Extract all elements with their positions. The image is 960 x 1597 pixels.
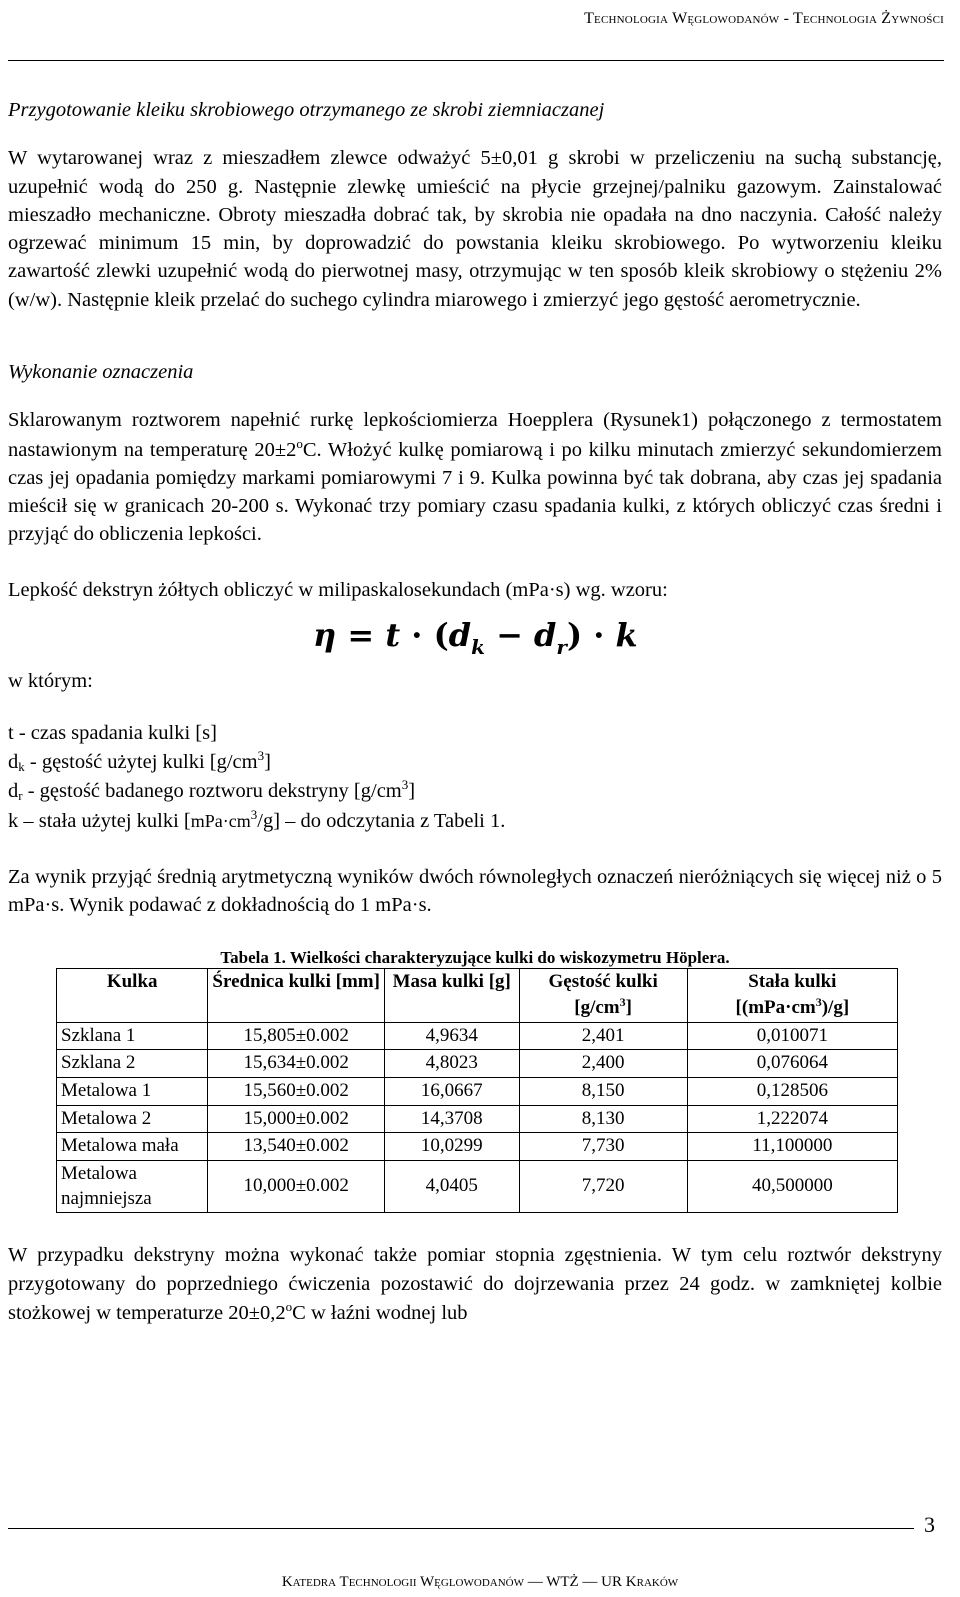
cell-density: 8,130: [519, 1105, 687, 1133]
header-density-end: ]: [625, 996, 632, 1018]
definition-dk: [8, 747, 942, 776]
cell-ball: Metalowa mała: [57, 1133, 208, 1161]
formula-t: t: [385, 615, 401, 654]
formula-dr-sub: r: [556, 634, 567, 659]
cell-ball: Metalowa najmniejsza: [57, 1160, 208, 1212]
closing-text-a: W przypadku dekstryny można wykonać także pomiar stopnia zgęstnienia. W tym celu roztwór dekstryny przygotowany do poprzedniego ćwiczenia pozostawić do dojrzewania przez 24 godz. w zamkniętej kolbie stożkowej w temperaturze 20±0,2: [8, 1244, 942, 1324]
formula-eta: η: [313, 615, 337, 654]
cell-constant: 0,076064: [687, 1050, 897, 1078]
header-density: [519, 969, 687, 1022]
running-footer: Katedra Technologii Węglowodanów — WTŻ — UR Kraków: [281, 1574, 679, 1590]
dk-sub: k: [18, 759, 25, 775]
formula-dr-base: d: [534, 615, 557, 654]
table-row: [57, 1050, 898, 1078]
dk-text: - gęstość użytej kulki [g/cm: [24, 751, 258, 774]
dr-sub: r: [18, 788, 23, 804]
k-unit-end: /g]: [257, 809, 281, 832]
header-constant: [687, 969, 897, 1022]
cell-diameter: 15,805±0.002: [208, 1022, 385, 1050]
formula-intro: Lepkość dekstryn żółtych obliczyć w milipaskalosekundach (mPa·s) wg. wzoru:: [8, 579, 668, 602]
formula-dk-sub: k: [471, 634, 485, 659]
closing-degree-sup: o: [285, 1298, 293, 1314]
cell-constant: 0,128506: [687, 1077, 897, 1105]
running-header: Technologia Węglowodanów - Technologia Żywności: [584, 10, 944, 27]
cell-density: 7,720: [519, 1160, 687, 1212]
formula-equals: =: [347, 615, 375, 654]
dr-text: - gęstość badanego roztworu dekstryny [g/cm: [22, 780, 402, 803]
dk-end: ]: [264, 751, 271, 774]
page-number: 3: [924, 1512, 935, 1537]
dk-sup: 3: [257, 748, 265, 764]
dr-sup: 3: [401, 777, 409, 793]
cell-mass: 4,9634: [384, 1022, 519, 1050]
cell-constant: 40,500000: [687, 1160, 897, 1212]
table-row: [57, 1160, 898, 1212]
formula-k: k: [615, 615, 638, 654]
formula-row: [8, 605, 942, 709]
definition-t: t - czas spadania kulki [s]: [8, 721, 217, 744]
cell-ball: Metalowa 1: [57, 1077, 208, 1105]
k-end: – do odczytania z Tabeli 1.: [280, 809, 506, 832]
cell-mass: 4,0405: [384, 1160, 519, 1212]
dr-end: ]: [408, 780, 416, 803]
cell-constant: 1,222074: [687, 1105, 897, 1133]
definition-k: [8, 806, 942, 835]
dk-base: d: [8, 751, 19, 774]
table-header-row: [57, 969, 898, 1022]
formula-dk-base: d: [448, 615, 472, 654]
formula-dot-2: ·: [593, 615, 605, 654]
table-caption: Tabela 1. Wielkości charakteryzujące kulki do wiskozymetru Höplera.: [220, 948, 730, 968]
paragraph-result: Za wynik przyjąć średnią arytmetyczną wyników dwóch równoległych oznaczeń nieróżniących się więcej niż o 5 mPa·s. Wynik podawać z dokładnością do 1 mPa·s.: [8, 865, 942, 917]
cell-diameter: 15,560±0.002: [208, 1077, 385, 1105]
definition-dr: [8, 776, 942, 805]
viscosity-formula: [313, 613, 638, 662]
table-row: [57, 1105, 898, 1133]
header-constant-end: )/g]: [821, 996, 850, 1018]
formula-dk: [448, 615, 485, 659]
section-title-preparation: Przygotowanie kleiku skrobiowego otrzymanego ze skrobi ziemniaczanej: [8, 99, 605, 121]
header-constant-text: Stała kulki [(mPa·cm: [735, 971, 837, 1018]
cell-density: 2,401: [519, 1022, 687, 1050]
cell-diameter: 13,540±0.002: [208, 1133, 385, 1161]
paragraph-preparation: W wytarowanej wraz z mieszadłem zlewce odważyć 5±0,01 g skrobi w przeliczeniu na suchą substancję, uzupełnić wodą do 250 g. Następnie zlewkę umieścić na płycie grzejnej/palniku gazowym. Zainstalować mieszadło mechaniczne. Obroty mieszadła dobrać tak, by skrobia nie opadała na dno naczynia. Całość należy ogrzewać minimum 15 min, by doprowadzić do powstania kleiku skrobiowego. Po wytworzeniu kleiku zawartość zlewki uzupełnić wodą do pierwotnej masy, otrzymując w ten sposób kleik skrobiowy o stężeniu 2%(w/w). Następnie kleik przelać do suchego cylindra miarowego i zmierzyć jego gęstość aerometrycznie.: [8, 147, 942, 311]
cell-diameter: 10,000±0.002: [208, 1160, 385, 1212]
formula-rparen: ): [566, 615, 583, 654]
header-diameter: Średnica kulki [mm]: [208, 969, 385, 1022]
formula-dr: [534, 615, 567, 659]
k-unit: mPa·cm: [190, 810, 251, 831]
cell-mass: 10,0299: [384, 1133, 519, 1161]
header-density-sup: 3: [619, 994, 626, 1009]
table-row: [57, 1077, 898, 1105]
ball-parameters-table: [56, 968, 898, 1213]
cell-constant: 11,100000: [687, 1133, 897, 1161]
cell-density: 2,400: [519, 1050, 687, 1078]
cell-mass: 4,8023: [384, 1050, 519, 1078]
header-density-text: Gęstość kulki [g/cm: [548, 971, 658, 1018]
table-row: [57, 1022, 898, 1050]
procedure-text-a: Sklarowanym roztworem napełnić rurkę lepkościomierza Hoepplera (Rysunek1) połączonego z termostatem nastawionym na temperaturę 20±2: [8, 409, 942, 461]
paragraph-procedure: [8, 406, 942, 548]
procedure-text-b: C. Włożyć kulkę pomiarową i po kilku minutach zmierzyć sekundomierzem czas jej opadania pomiędzy markami pomiarowymi 7 i 9. Kulka powinna być tak dobrana, aby czas jej spadania mieścił się w granicach 20-200 s. Wykonać trzy pomiary czasu spadania kulki, z których obliczyć czas średni i przyjąć do obliczenia lepkości.: [8, 438, 942, 546]
cell-density: 8,150: [519, 1077, 687, 1105]
dr-base: d: [8, 780, 19, 803]
formula-lparen: (: [433, 615, 449, 654]
table-row: [57, 1133, 898, 1161]
cell-ball: Szklana 1: [57, 1022, 208, 1050]
paragraph-closing: [8, 1241, 942, 1327]
header-ball: Kulka: [57, 969, 208, 1022]
formula-dot-1: ·: [411, 615, 423, 654]
page-content: [8, 96, 942, 1327]
cell-ball: Metalowa 2: [57, 1105, 208, 1133]
cell-mass: 14,3708: [384, 1105, 519, 1133]
k-text: k – stała użytej kulki [: [8, 809, 191, 832]
k-sup: 3: [250, 806, 258, 822]
footer-rule: [8, 1528, 914, 1529]
cell-ball: Szklana 2: [57, 1050, 208, 1078]
section-title-procedure: Wykonanie oznaczenia: [8, 360, 194, 383]
header-constant-sup: 3: [815, 994, 822, 1009]
cell-density: 7,730: [519, 1133, 687, 1161]
formula-minus: −: [496, 615, 523, 654]
cell-constant: 0,010071: [687, 1022, 897, 1050]
where-label: w którym:: [8, 669, 93, 692]
cell-diameter: 15,000±0.002: [208, 1105, 385, 1133]
cell-mass: 16,0667: [384, 1077, 519, 1105]
header-rule: [8, 60, 944, 61]
header-mass: Masa kulki [g]: [384, 969, 519, 1022]
degree-sup: o: [296, 435, 303, 451]
closing-text-b: C w łaźni wodnej lub: [292, 1301, 468, 1324]
cell-diameter: 15,634±0.002: [208, 1050, 385, 1078]
